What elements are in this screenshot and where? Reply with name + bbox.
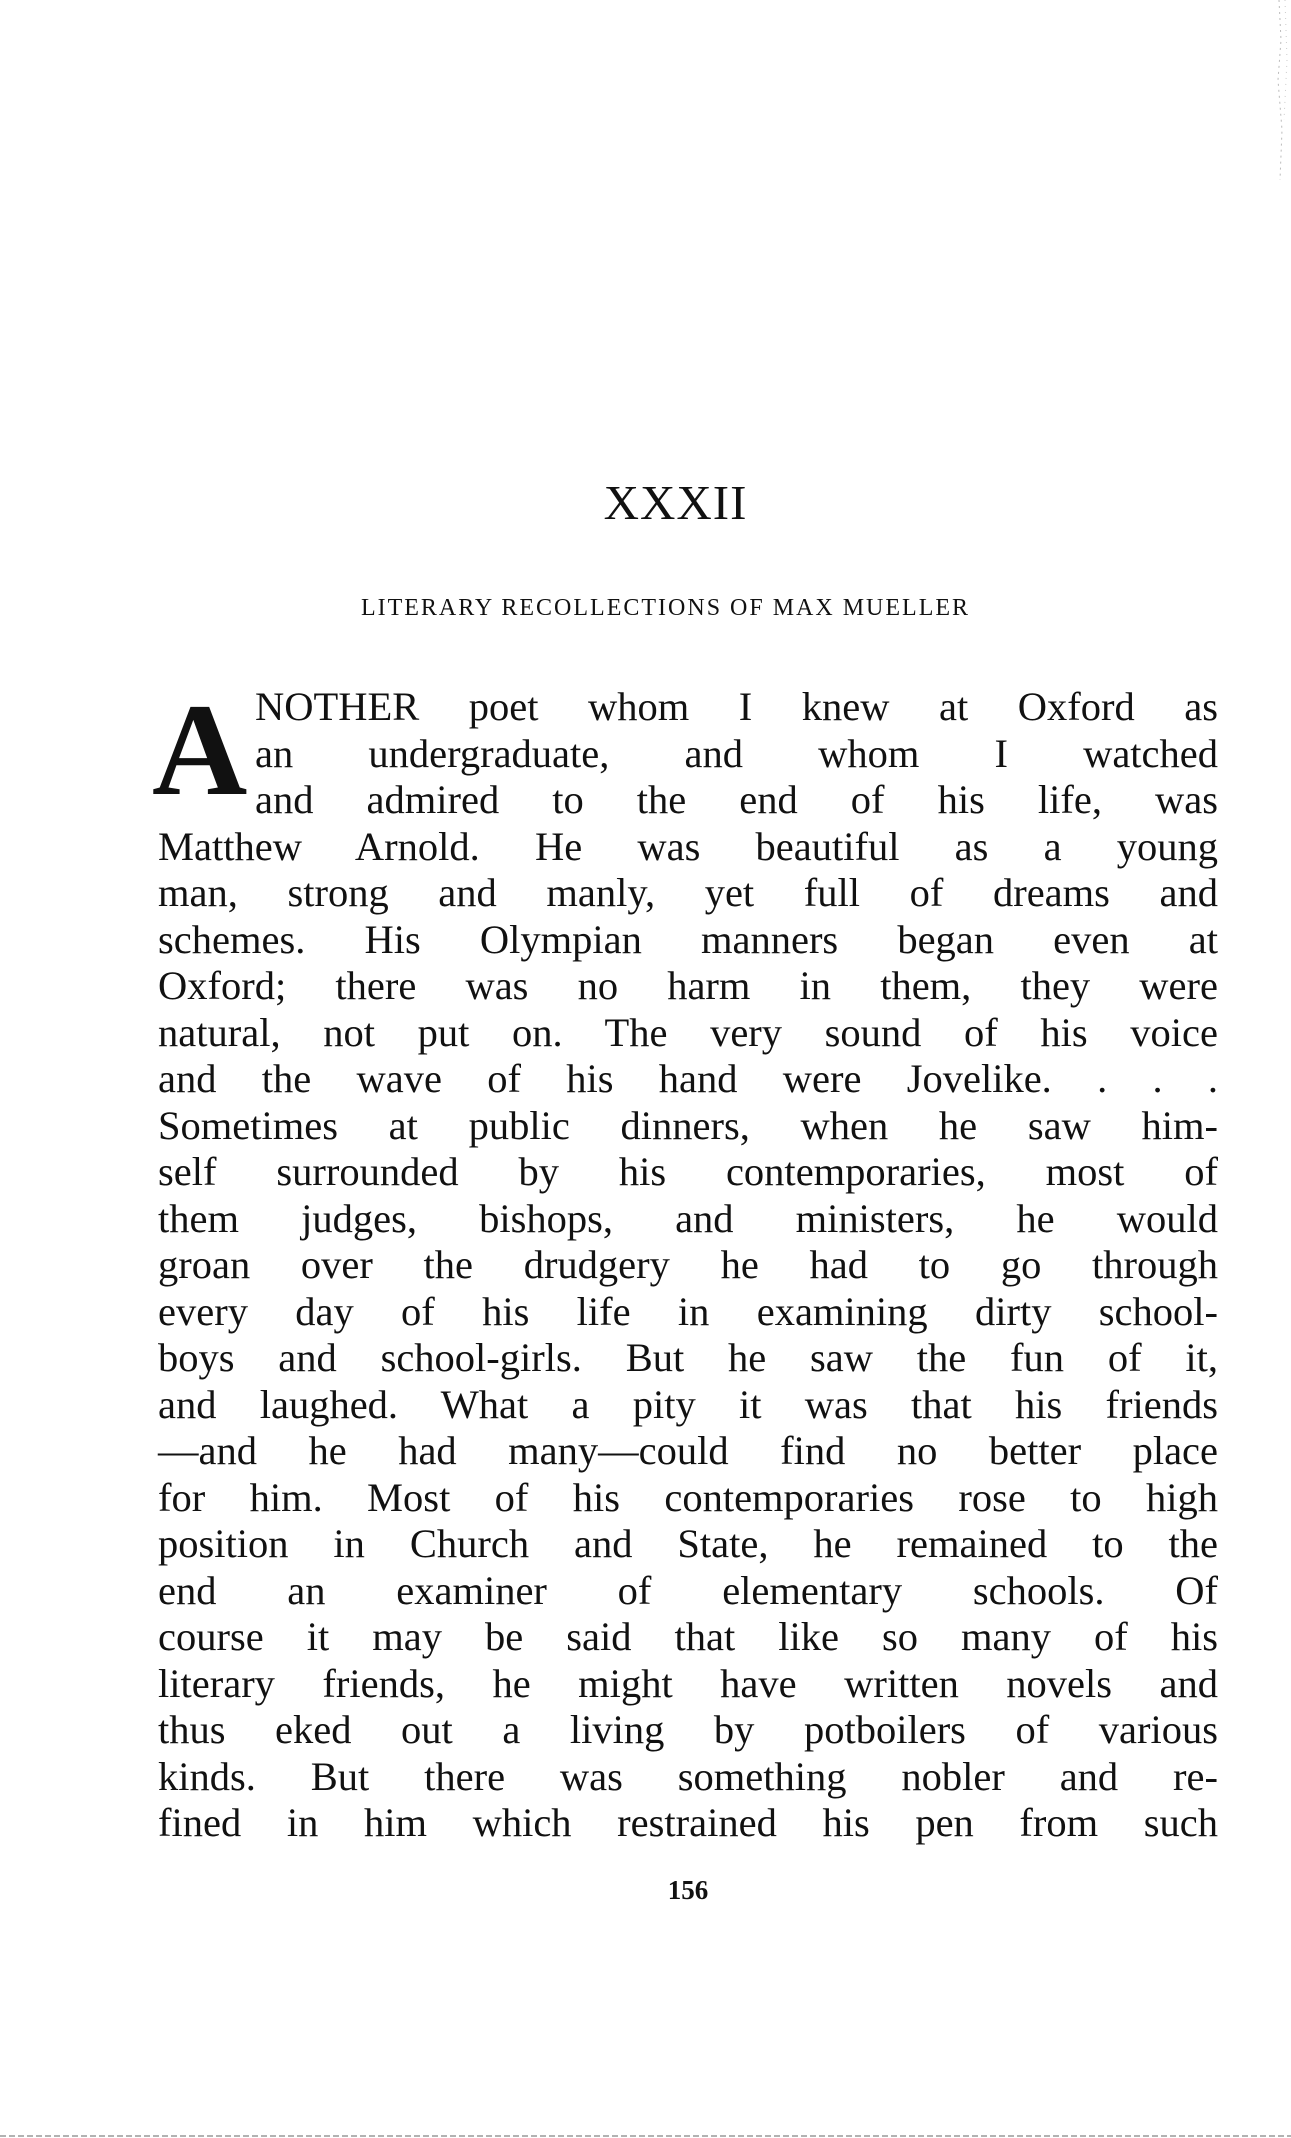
chapter-number: XXXII — [603, 475, 748, 530]
text-line: every day of his life in examining dirty school- — [158, 1288, 1218, 1334]
text-line: Sometimes at public dinners, when he saw him- — [158, 1102, 1218, 1148]
chapter-title: LITERARY RECOLLECTIONS OF MAX MUELLER — [360, 595, 971, 621]
scan-bottom-edge — [0, 2128, 1291, 2138]
text-line: boys and school-girls. But he saw the fun of it, — [158, 1335, 1218, 1380]
text-line: natural, not put on. The very sound of his voice — [158, 1009, 1218, 1055]
text-line: end an examiner of elementary schools. Of — [158, 1567, 1218, 1613]
scan-edge-artifact — [1261, 0, 1291, 2138]
body-text — [158, 684, 1218, 1847]
text-line: an undergraduate, and whom I watched — [255, 730, 1218, 776]
text-line: schemes. His Olympian manners began even at — [158, 916, 1218, 962]
text-line: Matthew Arnold. He was beautiful as a young — [158, 823, 1218, 869]
text-line: self surrounded by his contemporaries, most of — [158, 1149, 1218, 1194]
text-line: them judges, bishops, and ministers, he would — [158, 1195, 1218, 1241]
text-line: course it may be said that like so many of his — [158, 1614, 1218, 1659]
text-line: fined in him which restrained his pen from such — [158, 1800, 1218, 1845]
text-line: —and he had many—could find no better place — [158, 1428, 1218, 1473]
text-line: NOTHER poet whom I knew at Oxford as — [255, 684, 1218, 729]
drop-cap: A — [152, 676, 248, 823]
text-line: Oxford; there was no harm in them, they were — [158, 963, 1218, 1008]
text-line: groan over the drudgery he had to go through — [158, 1242, 1218, 1287]
text-line: position in Church and State, he remained to the — [158, 1521, 1218, 1566]
text-line: thus eked out a living by potboilers of various — [158, 1707, 1218, 1752]
text-line: literary friends, he might have written novels and — [158, 1660, 1218, 1706]
text-line: man, strong and manly, yet full of dreams and — [158, 870, 1218, 915]
text-line: kinds. But there was something nobler and re- — [158, 1753, 1218, 1799]
text-line: and the wave of his hand were Jovelike. . . . — [158, 1056, 1218, 1101]
text-line: and admired to the end of his life, was — [255, 777, 1218, 822]
text-line: for him. Most of his contemporaries rose to high — [158, 1474, 1218, 1520]
page-number: 156 — [667, 1875, 709, 1905]
text-line: and laughed. What a pity it was that his friends — [158, 1381, 1218, 1427]
